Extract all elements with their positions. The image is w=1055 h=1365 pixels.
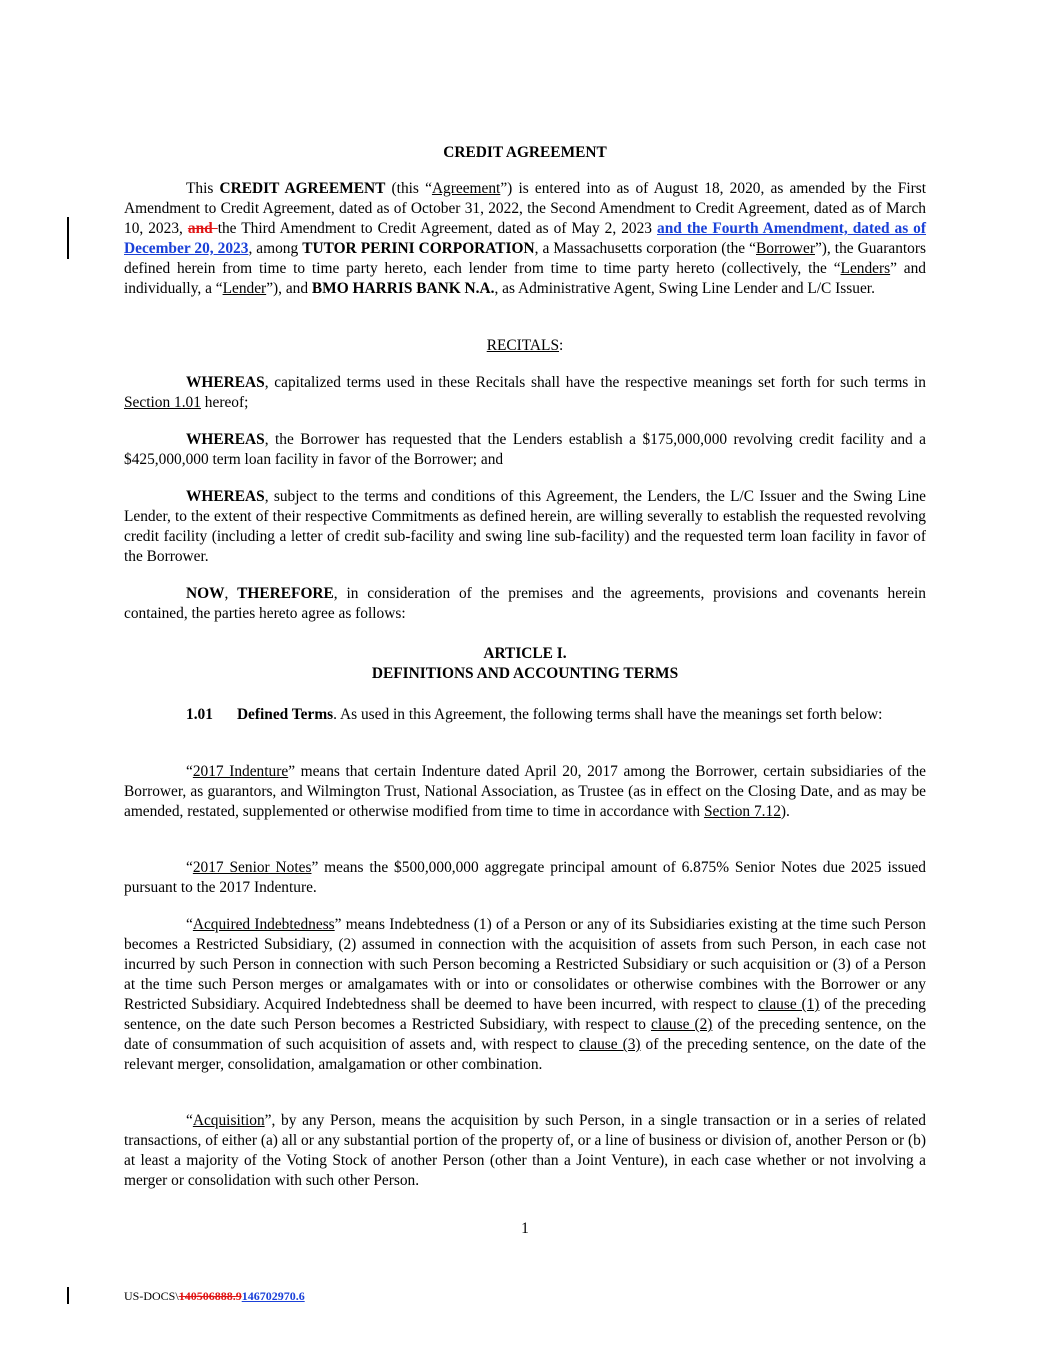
defined-term: 2017 Indenture xyxy=(192,763,289,780)
document-title: CREDIT AGREEMENT xyxy=(443,144,607,161)
defined-term: Acquired Indebtedness xyxy=(192,916,335,933)
defined-term-borrower: Borrower xyxy=(755,240,815,257)
clause-reference: clause (2) xyxy=(650,1016,713,1033)
definition-acquired-indebtedness: “Acquired Indebtedness” means Indebtedness (1) of a Person or any of its Subsidiaries existing at the time such Person becomes a Restricted Subsidiary, (2) assumed in connection with the acquisition of assets from such Person, in each case not incurred by such Person in connection with such Person becoming a Restricted Subsidiary or such acquisition or (3) of a Person at the time such Person merges or amalgamates with or into or consolidates or otherwise combines with the Borrower or any Restricted Subsidiary. Acquired Indebtedness shall be deemed to have been incurred, with respect to clause (1) of the preceding sentence, on the date such Person becomes a Restricted Subsidiary, with respect to clause (2) of the preceding sentence, on the date of consummation of such acquisition of assets and, with respect to clause (3) of the preceding sentence, on the date of the relevant merger, consolidation, amalgamation or other combination. xyxy=(124,916,927,1073)
section-number: 1.01 xyxy=(186,706,213,723)
section-1-01: 1.01 Defined Terms. As used in this Agreement, the following terms shall have the meanings set forth below: xyxy=(186,706,883,723)
clause-reference: clause (1) xyxy=(758,996,820,1013)
intro-paragraph: This CREDIT AGREEMENT (this “Agreement”) is entered into as of August 18, 2020, as amended by the First Amendment to Credit Agreement, dated as of October 31, 2022, the Second Amendment to Credit Agreement, dated as of March 10, 2023, and the Third Amendment to Credit Agreement, dated as of May 2, 2023 and the Fourth Amendment, dated as of December 20, 2023, among TUTOR PERINI CORPORATION, a Massachusetts corporation (the “Borrower”), the Guarantors defined herein from time to time party hereto, each lender from time to time party hereto (collectively, the “Lenders” and individually, a “Lender”), and BMO HARRIS BANK N.A., as Administrative Agent, Swing Line Lender and L/C Issuer. xyxy=(124,180,927,297)
article-number: ARTICLE I. xyxy=(483,645,567,662)
defined-term-lender: Lender xyxy=(222,280,267,297)
whereas-paragraph-3: WHEREAS, subject to the terms and conditions of this Agreement, the Lenders, the L/C Issuer and the Swing Line Lender, to the extent of their respective Commitments as defined herein, are willing severally to establish the requested revolving credit facility (including a letter of credit sub-facility and swing line sub-facility) and the requested term loan facility in favor of the Borrower. xyxy=(124,488,926,565)
defined-term-agreement: Agreement xyxy=(431,180,501,197)
definition-2017-indenture: “2017 Indenture” means that certain Indenture dated April 20, 2017 among the Borrower, certain subsidiaries of the Borrower, as guarantors, and Wilmington Trust, National Association, as Trustee (as in effect on the Closing Date, and as may be amended, restated, supplemented or otherwise modified from time to time in accordance with Section 7.12). xyxy=(124,763,926,820)
deleted-text: and xyxy=(187,220,218,237)
page-number: 1 xyxy=(521,1220,529,1237)
whereas-paragraph-2: WHEREAS, the Borrower has requested that the Lenders establish a $175,000,000 revolving credit facility and a $425,000,000 term loan facility in favor of the Borrower; and xyxy=(124,431,926,468)
definition-acquisition: “Acquisition”, by any Person, means the acquisition by such Person, in a single transaction or in a series of related transactions, of either (a) all or any substantial portion of the property of, or a line of business or division of, another Person or (b) at least a majority of the Voting Stock of another Person (other than a Joint Venture), in each case whether or not involving a merger or consolidation with such other Person. xyxy=(124,1112,926,1189)
clause-reference: clause (3) xyxy=(579,1036,641,1053)
section-reference: Section 1.01 xyxy=(124,394,201,411)
recitals-heading: RECITALS: xyxy=(486,337,564,354)
footer-deleted-id: 140506888.9 xyxy=(178,1289,242,1303)
change-bar-footer xyxy=(67,1287,69,1304)
article-title: DEFINITIONS AND ACCOUNTING TERMS xyxy=(371,665,679,682)
defined-term: Acquisition xyxy=(192,1112,265,1129)
definition-2017-senior-notes: “2017 Senior Notes” means the $500,000,000 aggregate principal amount of 6.875% Senior Notes due 2025 issued pursuant to the 2017 Indenture. xyxy=(124,859,926,896)
defined-term: 2017 Senior Notes xyxy=(192,859,312,876)
footer-inserted-id: 146702970.6 xyxy=(241,1289,305,1303)
inserted-text: and the Fourth Amendment, dated as of December 20, 2023 xyxy=(124,220,927,257)
article-heading xyxy=(124,644,926,684)
section-heading: Defined Terms xyxy=(236,706,334,723)
section-reference: Section 7.12 xyxy=(703,803,781,820)
document-footer: US-DOCS\140506888.9146702970.6 xyxy=(124,1289,305,1303)
now-therefore-paragraph: NOW, THEREFORE, in consideration of the premises and the agreements, provisions and covenants herein contained, the parties hereto agree as follows: xyxy=(124,585,926,622)
whereas-paragraph-1: WHEREAS, capitalized terms used in these Recitals shall have the respective meanings set forth for such terms in Section 1.01 hereof; xyxy=(124,374,926,411)
change-bar-intro xyxy=(67,217,69,259)
defined-term-lenders: Lenders xyxy=(840,260,891,277)
